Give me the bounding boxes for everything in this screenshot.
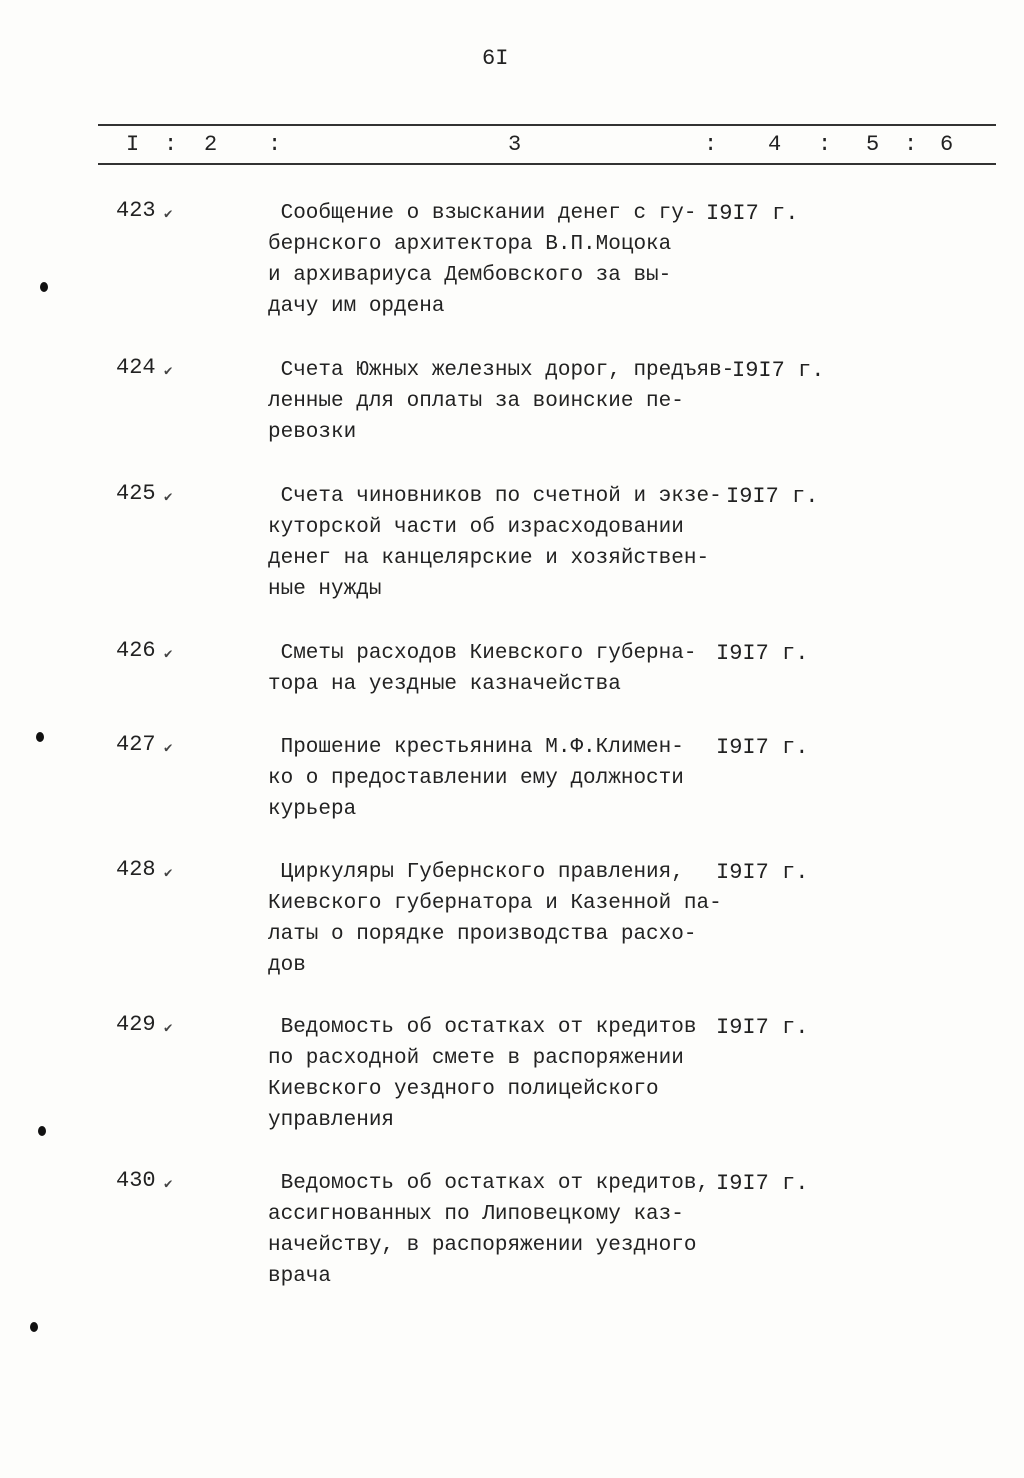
check-mark-icon: ✔︎ [164,207,173,223]
description-line: Сообщение о взыскании денег с гу- [268,202,697,225]
description-line: управления [268,1109,395,1132]
description-line: врача [268,1265,332,1288]
entry-year: I9I7 г. [716,1015,809,1040]
entry-number: 430 [116,1168,156,1193]
description-line: Сметы расходов Киевского губерна- [268,642,697,665]
column-header-5: 5 [866,132,880,157]
check-mark-icon: ✔︎ [164,364,173,380]
entry-number: 428 [116,857,156,882]
binder-hole-speck [38,1126,46,1136]
header-rule-top [98,124,996,126]
description-line: дов [268,954,306,977]
check-mark-icon: ✔︎ [164,490,173,506]
column-header-6: 6 [940,132,954,157]
entry-number: 423 [116,198,156,223]
entry-description [268,638,728,700]
entry-number: 426 [116,638,156,663]
check-mark-icon: ✔︎ [164,1021,173,1037]
entry-description [268,732,728,825]
description-line: бернского архитектора В.П.Моцока [268,233,672,256]
entry-year: I9I7 г. [716,1171,809,1196]
description-line: Ведомость об остатках от кредитов [268,1016,697,1039]
description-line: Циркуляры Губернского правления, [268,861,684,884]
column-separator-4: : [818,132,832,157]
description-line: Киевского уездного полицейского [268,1078,659,1101]
description-line: Счета Южных железных дорог, предъяв- [268,359,735,382]
entry-description [268,198,728,322]
entry-year: I9I7 г. [706,201,799,226]
column-separator-1: : [164,132,178,157]
binder-hole-speck [36,732,44,742]
description-line: дачу им ордена [268,295,445,318]
description-line: Прошение крестьянина М.Ф.Климен- [268,736,684,759]
entry-year: I9I7 г. [732,358,825,383]
column-separator-3: : [704,132,718,157]
column-header-2: 2 [204,132,218,157]
check-mark-icon: ✔︎ [164,647,173,663]
description-line: ко о предоставлении ему должности [268,767,684,790]
column-separator-5: : [904,132,918,157]
header-rule-bottom [98,163,996,165]
description-line: курьера [268,798,357,821]
check-mark-icon: ✔︎ [164,1177,173,1193]
description-line: Киевского губернатора и Казенной па- [268,892,722,915]
check-mark-icon: ✔︎ [164,741,173,757]
entry-description [268,1012,728,1136]
description-line: по расходной смете в распоряжении [268,1047,684,1070]
description-line: ревозки [268,421,357,444]
description-line: латы о порядке производства расхо- [268,923,697,946]
binder-hole-speck [30,1322,38,1332]
page-number: 6I [482,46,509,71]
description-line: начейству, в распоряжении уездного [268,1234,697,1257]
description-line: и архивариуса Дембовского за вы- [268,264,672,287]
entry-year: I9I7 г. [716,641,809,666]
column-header-3: 3 [508,132,522,157]
description-line: тора на уездные казначейства [268,673,621,696]
entry-description [268,481,728,605]
entry-number: 427 [116,732,156,757]
description-line: ассигнованных по Липовецкому каз- [268,1203,684,1226]
entry-year: I9I7 г. [726,484,819,509]
column-header-4: 4 [768,132,782,157]
entry-year: I9I7 г. [716,735,809,760]
description-line: Счета чиновников по счетной и экзе- [268,485,722,508]
entry-description [268,355,735,448]
column-header-1: I [126,132,140,157]
description-line: ные нужды [268,578,382,601]
entry-number: 425 [116,481,156,506]
entry-description [268,1168,728,1292]
entry-number: 424 [116,355,156,380]
column-separator-2: : [268,132,282,157]
entry-year: I9I7 г. [716,860,809,885]
description-line: ленные для оплаты за воинские пе- [268,390,684,413]
description-line: куторской части об израсходовании [268,516,684,539]
binder-hole-speck [40,282,48,292]
description-line: Ведомость об остатках от кредитов, [268,1172,710,1195]
description-line: денег на канцелярские и хозяйствен- [268,547,710,570]
check-mark-icon: ✔︎ [164,866,173,882]
entry-number: 429 [116,1012,156,1037]
entry-description [268,857,728,981]
